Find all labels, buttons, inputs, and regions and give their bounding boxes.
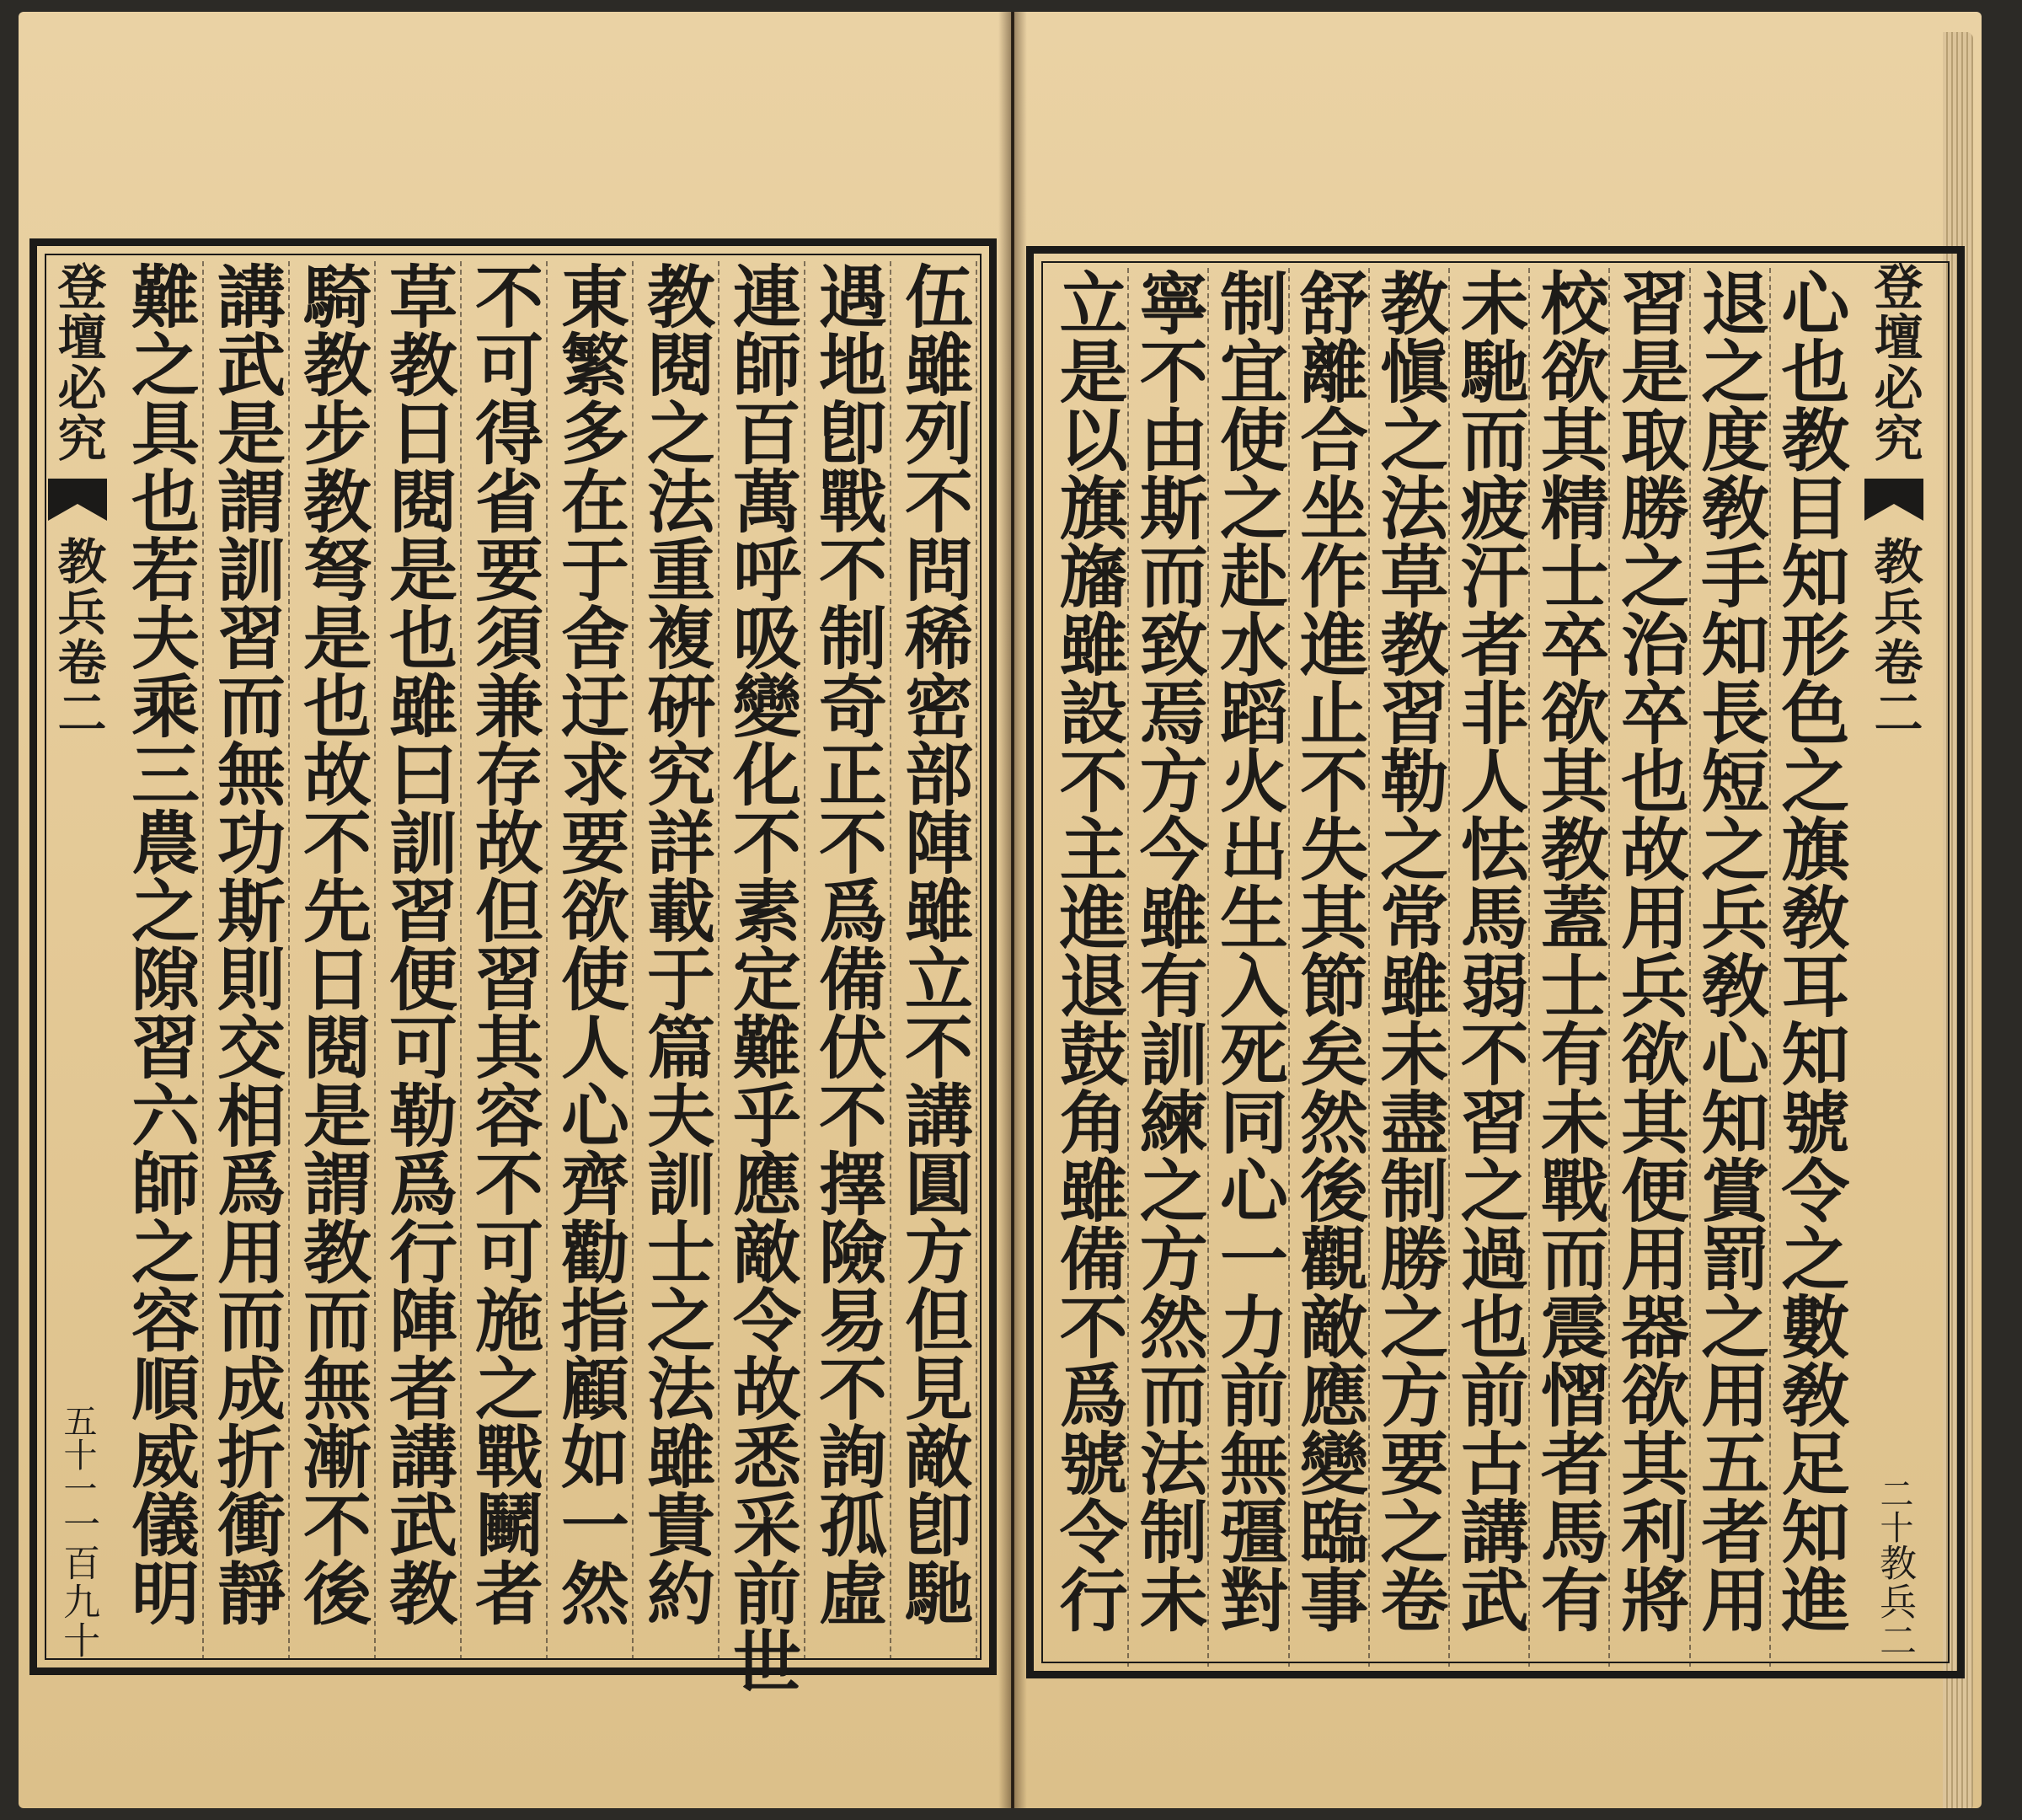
left-text-columns	[118, 261, 977, 1694]
text-column	[1528, 268, 1608, 1667]
right-banxin-folio: 教兵二	[1873, 1544, 1917, 1660]
text-column	[1448, 268, 1528, 1667]
column-text: 教愼之法草教習勒之常雖未盡制勝之方要之卷	[1368, 268, 1449, 1633]
text-column	[804, 261, 890, 1660]
right-banxin-page: 二十	[1875, 1476, 1913, 1544]
column-text: 難之具也若夫乘三農之隙習六師之容順威儀明	[120, 261, 201, 1626]
text-column	[460, 261, 546, 1660]
text-column	[718, 261, 804, 1694]
column-text: 校欲其精士卒欲其教蓋士有未戰而震慴者馬有	[1529, 268, 1610, 1633]
column-text: 東繁多在于舍迂求要欲使人心齊勸指顧如一然	[549, 261, 630, 1626]
text-column	[890, 261, 977, 1660]
text-column	[632, 261, 718, 1660]
right-banxin	[1852, 261, 1936, 1660]
column-text: 伍雖列不問稀密部陣雖立不講圓方但見敵卽馳	[893, 261, 974, 1626]
column-text: 退之度敎手知長短之兵敎心知賞罰之用五者用	[1689, 268, 1770, 1633]
text-column	[1608, 268, 1688, 1667]
column-text: 習是取勝之治卒也故用兵欲其便用器欲其利將	[1609, 268, 1690, 1633]
book-gutter	[998, 12, 1027, 1808]
column-text: 心也教目知形色之旗敎耳知號令之數敎足知進	[1769, 268, 1850, 1633]
column-text: 連師百萬呼吸變化不素定難乎應敵令故悉采前世	[721, 261, 802, 1694]
left-banxin-folio: 一百九十	[56, 1505, 100, 1660]
column-text: 遇地卽戰不制奇正不爲備伏不擇險易不詢孤虛	[807, 261, 888, 1626]
text-column	[374, 261, 460, 1660]
right-text-columns	[1049, 268, 1849, 1667]
text-column	[1207, 268, 1287, 1667]
column-text: 寧不由斯而致焉方今雖有訓練之方然而法制未	[1128, 268, 1209, 1633]
right-banxin-section: 教兵卷二	[1865, 536, 1923, 738]
column-text: 舒離合坐作進止不失其節矣然後觀敵應變臨事	[1288, 268, 1369, 1633]
text-column	[1689, 268, 1769, 1667]
column-text: 草教日閱是也雖曰訓習便可勒爲行陣者講武教	[377, 261, 458, 1626]
column-text: 教閱之法重複硏究詳載于篇夫訓士之法雖貴約	[635, 261, 716, 1626]
left-banxin	[40, 261, 115, 1660]
text-column	[1049, 268, 1127, 1667]
text-column	[1127, 268, 1207, 1667]
text-column	[1769, 268, 1849, 1667]
column-text: 講武是謂訓習而無功斯則交相爲用而成折衝靜	[206, 261, 286, 1626]
text-column	[1288, 268, 1368, 1667]
text-column	[288, 261, 374, 1660]
text-column	[118, 261, 202, 1660]
text-column	[546, 261, 632, 1660]
column-text: 騎教步教弩是也故不先日閱是謂教而無漸不後	[292, 261, 372, 1626]
fish-tail-mark-icon	[48, 479, 107, 521]
column-text: 立是以旗旛雖設不主進退鼓角雖備不爲號令行	[1048, 268, 1129, 1633]
fish-tail-mark-icon	[1864, 479, 1923, 521]
left-banxin-page: 五十一	[58, 1404, 97, 1505]
left-banxin-title: 登壇必究	[49, 261, 107, 463]
text-column	[202, 261, 288, 1660]
column-text: 制宜使之赴水蹈火出生入死同心一力前無彊對	[1208, 268, 1289, 1633]
right-banxin-title: 登壇必究	[1865, 261, 1923, 463]
left-banxin-section: 教兵卷二	[49, 536, 107, 738]
text-column	[1368, 268, 1448, 1667]
column-text: 未馳而疲汗者非人怯馬弱不習之過也前古講武	[1449, 268, 1530, 1633]
column-text: 不可得省要須兼存故但習其容不可施之戰鬭者	[463, 261, 544, 1626]
